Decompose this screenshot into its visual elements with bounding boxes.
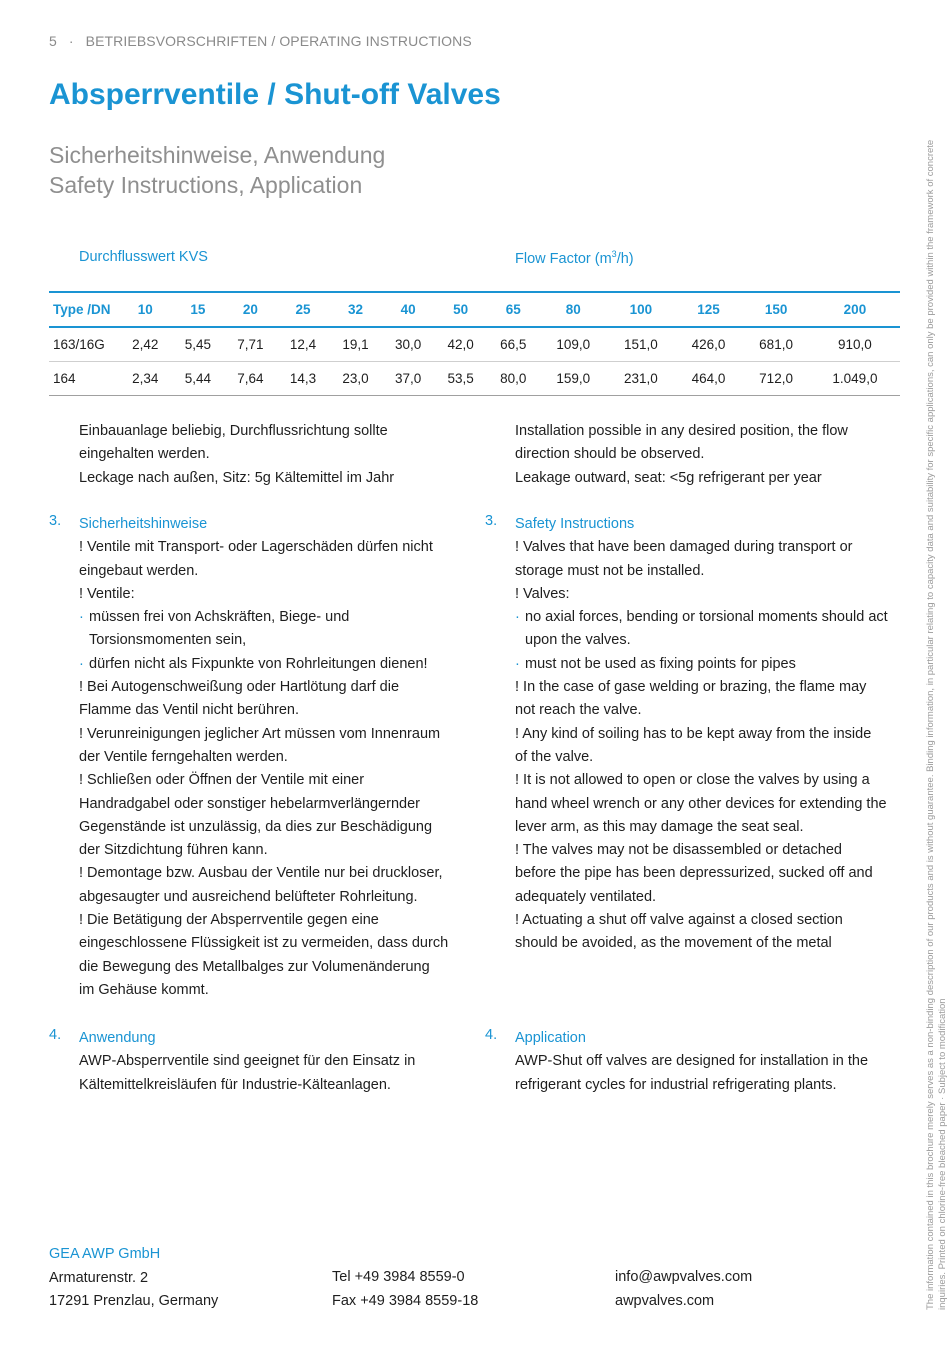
section-3-en-line: ! It is not allowed to open or close the valves by using a — [515, 772, 870, 789]
table-row — [49, 362, 900, 396]
table-cell-value: 7,71 — [224, 327, 277, 362]
table-cell-value: 7,64 — [224, 362, 277, 396]
table-cell-value: 681,0 — [742, 327, 810, 362]
section-3-en-line: lever arm, as this may damage the seat seal. — [515, 818, 804, 835]
table-cell-value: 2,42 — [119, 327, 172, 362]
footer-fax: Fax +49 3984 8559-18 — [332, 1292, 479, 1309]
table-header-dn: 100 — [607, 292, 675, 327]
section-3-title-en: Safety Instructions — [515, 516, 635, 532]
section-4-de — [79, 1027, 469, 1097]
table-header-dn: 200 — [810, 292, 900, 327]
section-3-de — [79, 513, 469, 1002]
section-3-en-line: before the pipe has been depressurized, sucked off and — [515, 865, 873, 882]
vertical-disclaimer — [925, 130, 949, 1310]
section-3-en-line: not reach the valve. — [515, 702, 642, 719]
section-3-de-line: die Bewegung des Metallbalges zur Volumenänderung — [79, 958, 430, 975]
section-3-de-line: der Sitzdichtung führen kann. — [79, 842, 268, 859]
section-4-en-line: AWP-Shut off valves are designed for installation in the — [515, 1053, 869, 1070]
table-cell-value: 42,0 — [434, 327, 487, 362]
section-3-de-line: ! Ventile: — [79, 585, 135, 602]
table-cell-value: 1.049,0 — [810, 362, 900, 396]
subtitle-de: Sicherheitshinweise, Anwendung — [49, 142, 386, 168]
bullet-dot-icon: · — [515, 655, 520, 672]
page-number: 5 — [49, 33, 57, 49]
table-cell-value: 109,0 — [540, 327, 608, 362]
footer-tel: Tel +49 3984 8559-0 — [332, 1269, 465, 1285]
section-3-en-line: ! Actuating a shut off valve against a closed section — [515, 912, 843, 929]
table-cell-value: 5,45 — [172, 327, 225, 362]
table-header-dn: 125 — [675, 292, 743, 327]
section-3-de-line: im Gehäuse kommt. — [79, 981, 209, 998]
section-3-de-bullet — [79, 606, 469, 653]
section-3-title-de: Sicherheitshinweise — [79, 516, 208, 532]
header-separator: · — [68, 33, 74, 49]
table-cell-value: 5,44 — [172, 362, 225, 396]
section-3-de-line: eingebaut werden. — [79, 562, 199, 579]
section-3-de-line: ! Die Betätigung der Absperrventile gegen eine — [79, 912, 379, 929]
table-cell-value: 151,0 — [607, 327, 675, 362]
section-3-number-en: 3. — [485, 513, 498, 529]
table-header-dn: 40 — [382, 292, 435, 327]
table-header-dn: 10 — [119, 292, 172, 327]
section-3-de-line: ! Verunreinigungen jeglicher Art müssen vom Innenraum — [79, 725, 441, 742]
table-cell-type: 163/16G — [49, 327, 119, 362]
bullet-dot-icon: · — [79, 609, 84, 626]
intro-en — [515, 420, 905, 490]
section-4-de-line: Kältemittelkreisläufen für Industrie-Kälteanlagen. — [79, 1076, 391, 1093]
disclaimer-line-2: inquiries. Printed on chlorine-free bleached paper · Subject to modification — [937, 998, 948, 1310]
table-header-dn: 150 — [742, 292, 810, 327]
section-4-title-en: Application — [515, 1030, 586, 1046]
table-cell-value: 66,5 — [487, 327, 540, 362]
table-header-dn: 65 — [487, 292, 540, 327]
disclaimer-line-1: The information contained in this brochure merely serves as a non-binding description of our products and is without guarantee. Binding information, in particular relating to capacity data and suitability for specific applications, can only be provided within the framework of concrete — [925, 139, 936, 1310]
bullet-text: dürfen nicht als Fixpunkte von Rohrleitungen dienen! — [89, 655, 428, 672]
table-cell-value: 80,0 — [487, 362, 540, 396]
intro-de-line: Leckage nach außen, Sitz: 5g Kältemittel im Jahr — [79, 469, 395, 486]
table-header-dn: 50 — [434, 292, 487, 327]
table-cell-value: 53,5 — [434, 362, 487, 396]
table-header-row — [49, 292, 900, 327]
page-subtitle — [49, 140, 385, 200]
footer-city: 17291 Prenzlau, Germany — [49, 1293, 219, 1309]
footer-contact — [615, 1266, 752, 1313]
table-header-type: Type /DN — [49, 292, 119, 327]
footer-email-link[interactable]: info@awpvalves.com — [615, 1269, 753, 1285]
section-3-en-bullet — [515, 653, 905, 676]
section-4-en — [515, 1027, 905, 1097]
footer-address — [49, 1243, 218, 1314]
section-4-de-line: AWP-Absperrventile sind geeignet für den Einsatz in — [79, 1053, 416, 1070]
table-cell-value: 19,1 — [329, 327, 382, 362]
table-cell-value: 159,0 — [540, 362, 608, 396]
table-row — [49, 327, 900, 362]
section-3-de-line: Handradgabel oder sonstiger hebelarmverlängernder — [79, 795, 420, 812]
table-header-dn: 20 — [224, 292, 277, 327]
section-3-en-line: ! Valves that have been damaged during transport or — [515, 539, 853, 556]
table-cell-value: 30,0 — [382, 327, 435, 362]
section-3-de-line: ! Demontage bzw. Ausbau der Ventile nur bei druckloser, — [79, 865, 443, 882]
bullet-text: must not be used as fixing points for pipes — [525, 655, 796, 672]
bullet-text: müssen frei von Achskräften, Biege- und Torsionsmomenten sein, — [89, 609, 350, 649]
bullet-dot-icon: · — [79, 655, 84, 672]
section-4-number-de: 4. — [49, 1027, 62, 1043]
section-3-en-line: storage must not be installed. — [515, 562, 705, 579]
section-3-en-line: ! The valves may not be disassembled or detached — [515, 842, 842, 859]
table-cell-value: 464,0 — [675, 362, 743, 396]
page-title: Absperrventile / Shut-off Valves — [49, 78, 501, 111]
section-3-en — [515, 513, 905, 956]
section-4-title-de: Anwendung — [79, 1030, 156, 1046]
section-3-en-line: hand wheel wrench or any other devices for extending the — [515, 795, 887, 812]
section-3-de-line: abgesaugter und ausreichend belüfteter Rohrleitung. — [79, 888, 418, 905]
table-header-dn: 25 — [277, 292, 330, 327]
flow-factor-table — [49, 291, 900, 396]
intro-de-line: eingehalten werden. — [79, 446, 210, 463]
section-3-en-line: adequately ventilated. — [515, 888, 657, 905]
table-cell-value: 426,0 — [675, 327, 743, 362]
bullet-dot-icon: · — [515, 609, 520, 626]
footer-street: Armaturenstr. 2 — [49, 1269, 149, 1286]
section-3-en-line: ! Any kind of soiling has to be kept away from the inside — [515, 725, 872, 742]
table-cell-value: 37,0 — [382, 362, 435, 396]
footer-company: GEA AWP GmbH — [49, 1246, 161, 1262]
table-header-dn: 80 — [540, 292, 608, 327]
table-label-de: Durchflusswert KVS — [79, 249, 208, 265]
section-3-en-line: of the valve. — [515, 748, 594, 765]
footer-web-link[interactable]: awpvalves.com — [615, 1292, 715, 1309]
table-cell-value: 14,3 — [277, 362, 330, 396]
section-3-de-line: eingeschlossene Flüssigkeit ist zu vermeiden, dass durch — [79, 935, 449, 952]
table-cell-value: 2,34 — [119, 362, 172, 396]
table-cell-value: 910,0 — [810, 327, 900, 362]
table-cell-value: 231,0 — [607, 362, 675, 396]
section-4-en-line: refrigerant cycles for industrial refrigerating plants. — [515, 1076, 837, 1093]
section-4-number-en: 4. — [485, 1027, 498, 1043]
table-label-en: Flow Factor $(m^3/h)$ — [515, 249, 634, 267]
section-3-de-bullet — [79, 653, 469, 676]
table-header-dn: 15 — [172, 292, 225, 327]
table-header-dn: 32 — [329, 292, 382, 327]
intro-en-line: Installation possible in any desired position, the flow — [515, 423, 848, 439]
table-cell-type: 164 — [49, 362, 119, 396]
intro-en-line: Leakage outward, seat: <5g refrigerant per year — [515, 469, 822, 486]
bullet-text: no axial forces, bending or torsional moments should act upon the valves. — [525, 609, 888, 649]
section-3-de-line: ! Bei Autogenschweißung oder Hartlötung darf die — [79, 679, 400, 696]
table-cell-value: 12,4 — [277, 327, 330, 362]
section-3-en-bullet — [515, 606, 905, 653]
subtitle-en: Safety Instructions, Application — [49, 172, 363, 198]
section-3-de-line: Gegenstände ist unzulässig, da dies zur Beschädigung — [79, 818, 433, 835]
table-body — [49, 327, 900, 396]
section-3-en-line: ! In the case of gase welding or brazing, the flame may — [515, 679, 867, 696]
intro-de — [79, 420, 469, 490]
running-header — [49, 33, 472, 49]
section-3-number-de: 3. — [49, 513, 62, 529]
running-title: BETRIEBSVORSCHRIFTEN / OPERATING INSTRUCTIONS — [85, 33, 472, 49]
intro-en-line: direction should be observed. — [515, 446, 705, 463]
table-cell-value: 23,0 — [329, 362, 382, 396]
table-cell-value: 712,0 — [742, 362, 810, 396]
section-3-de-line: der Ventile ferngehalten werden. — [79, 748, 288, 765]
footer-phone — [332, 1266, 478, 1313]
section-3-en-line: should be avoided, as the movement of the metal — [515, 935, 832, 952]
intro-de-line: Einbauanlage beliebig, Durchflussrichtung sollte — [79, 423, 388, 439]
section-3-de-line: Flamme das Ventil nicht berühren. — [79, 702, 300, 719]
section-3-de-line: ! Ventile mit Transport- oder Lagerschäden dürfen nicht — [79, 539, 433, 556]
section-3-de-line: ! Schließen oder Öffnen der Ventile mit einer — [79, 772, 365, 789]
section-3-en-line: ! Valves: — [515, 585, 570, 602]
